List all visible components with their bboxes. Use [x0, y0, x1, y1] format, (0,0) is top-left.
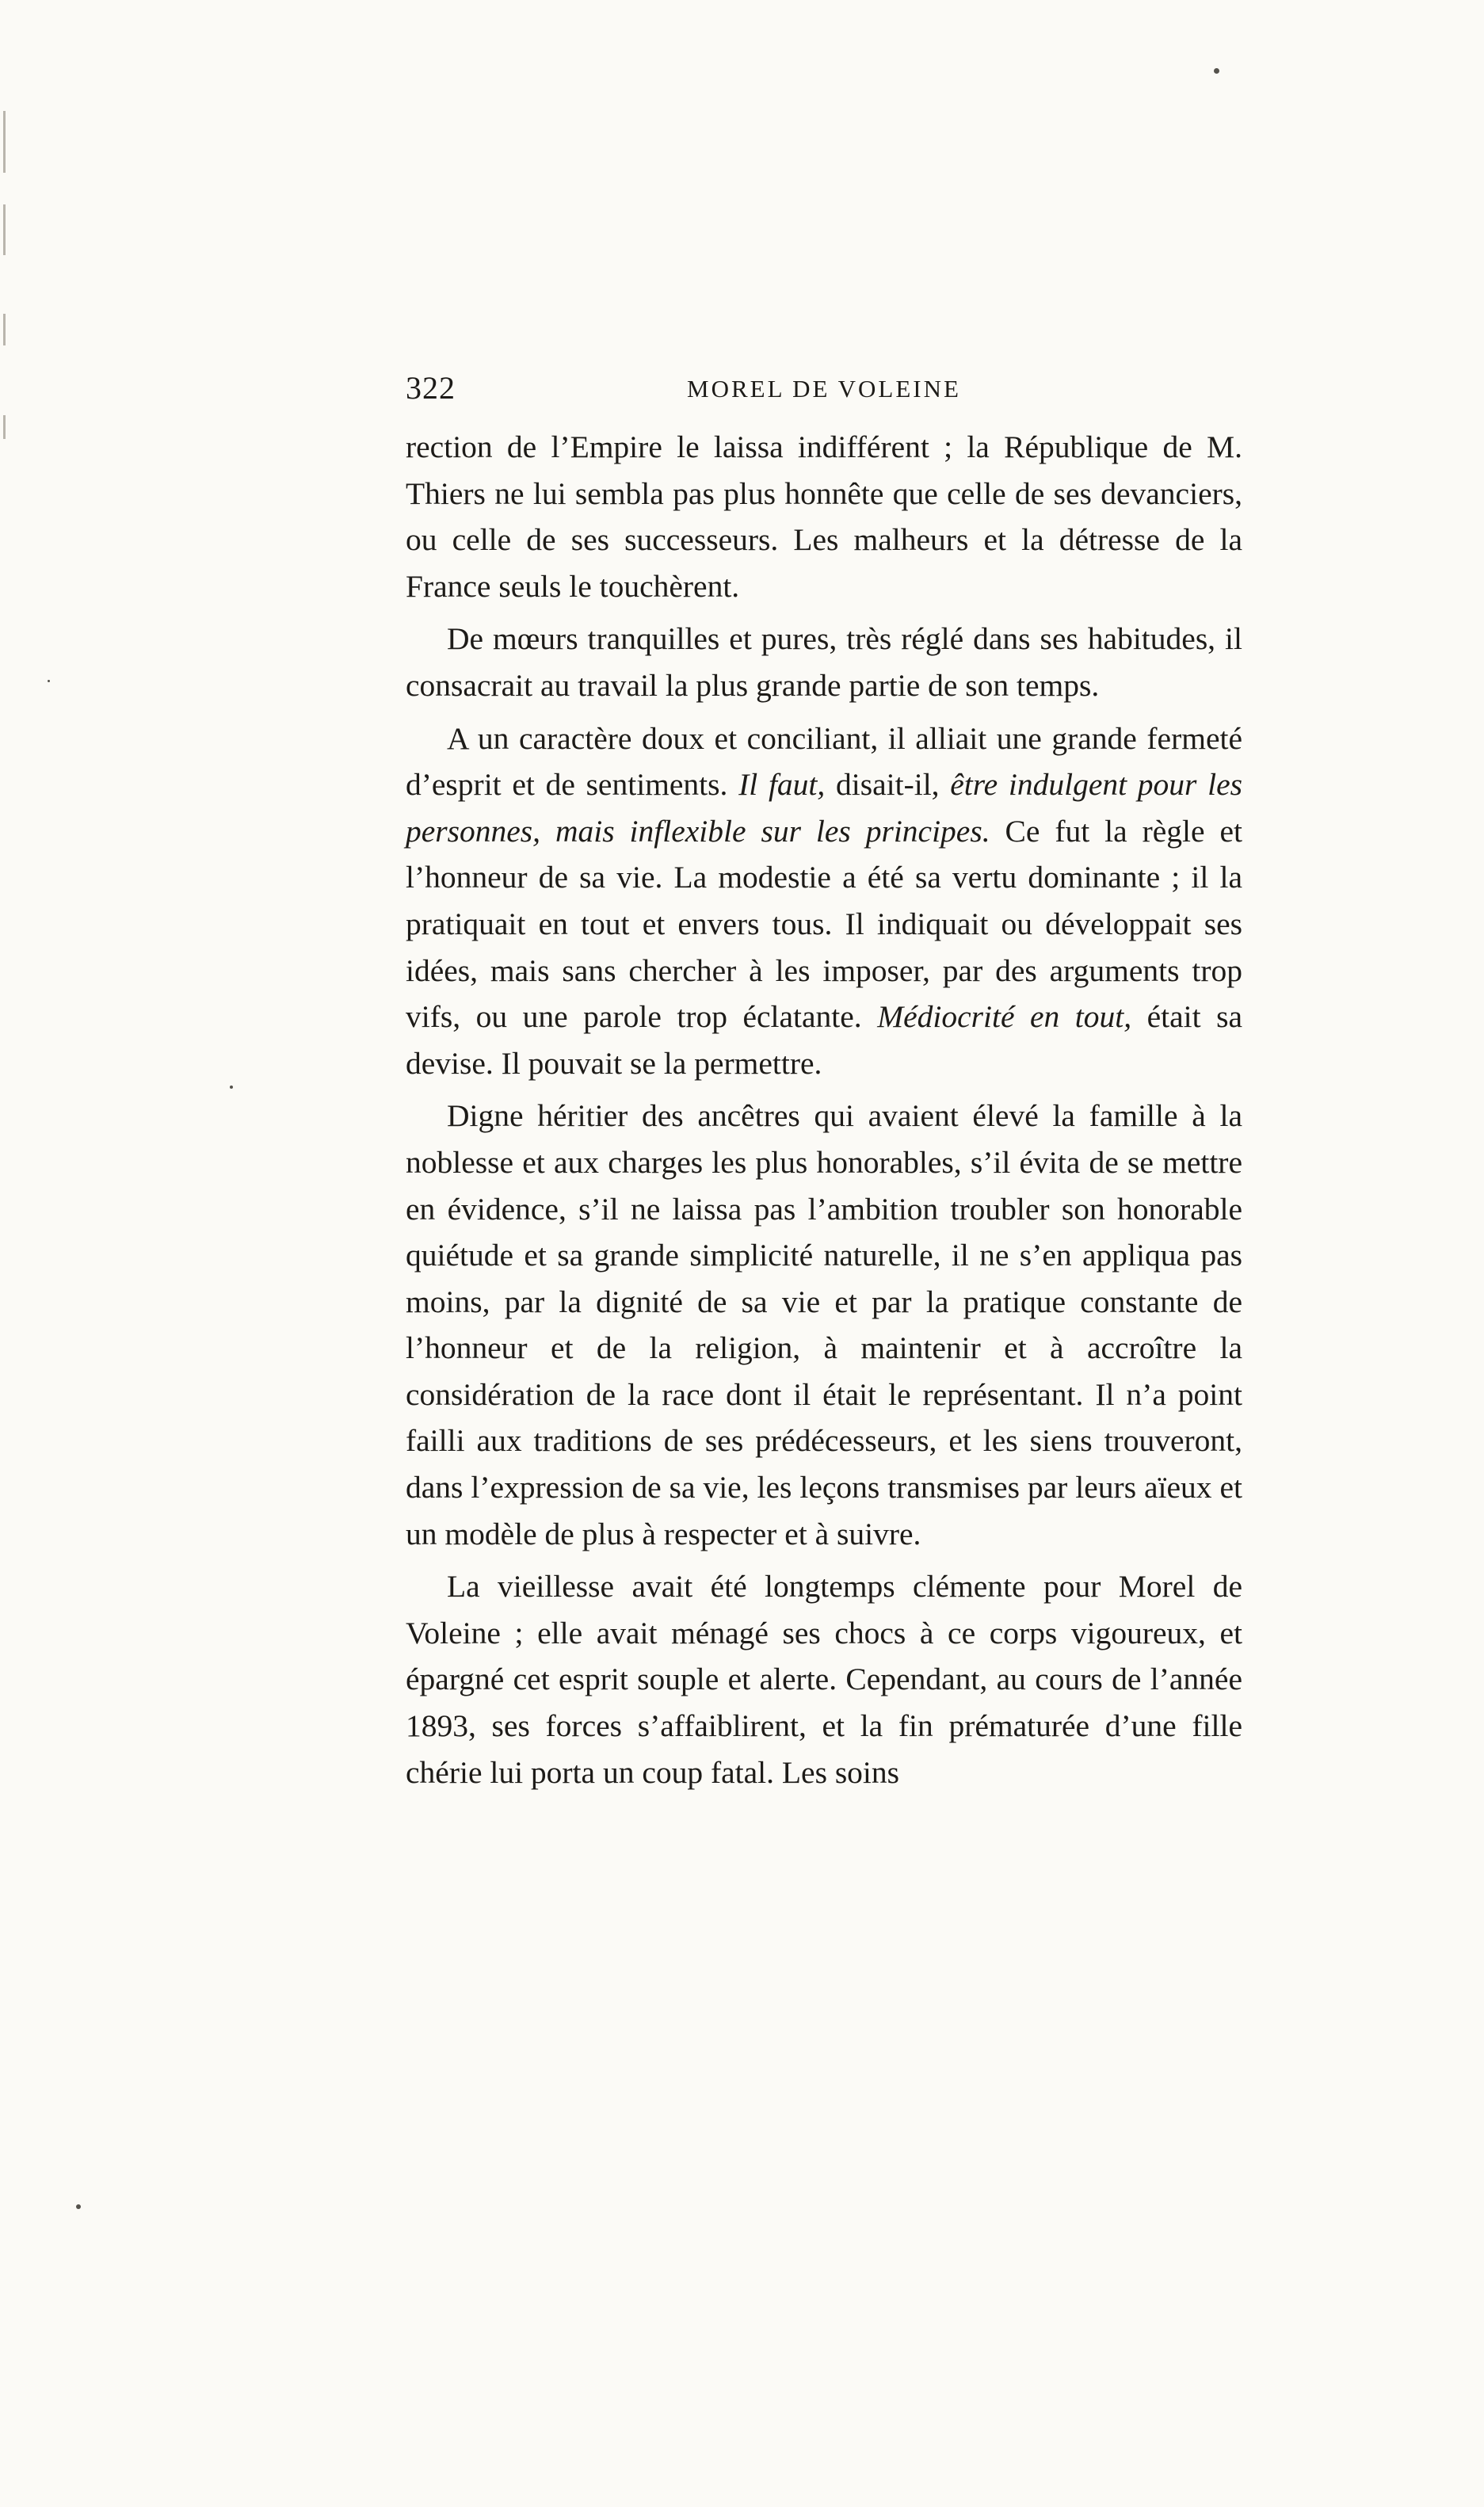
paragraph-text: disait-il,: [825, 767, 951, 803]
paragraph: [406, 1563, 1242, 1795]
paragraph-text: était sa devise. Il pouvait se la permettre.: [406, 999, 1242, 1081]
paragraph-text: Digne héritier des ancêtres qui avaient élevé la famille à la noblesse et aux charges les plus honorables, s’il évita de se mettre en évidence, s’il ne laissa pas l’ambition troubler son honorable quiétude et sa grande simplicité naturelle, il ne s’en appliqua pas moins, par la dignité de sa vie et par la pratique constante de l’honneur et de la religion, à maintenir et à accroître la considération de la race dont il était le représentant. Il n’a point failli aux traditions de ses prédécesseurs, et les siens trouveront, dans l’expression de sa vie, les leçons transmises par leurs aïeux et un modèle de plus à respecter et à suivre.: [406, 1098, 1242, 1551]
paragraph: [406, 424, 1242, 609]
body-text: [406, 424, 1242, 1795]
scan-speck: [48, 680, 50, 682]
page-number: 322: [406, 370, 456, 406]
paragraph: [406, 1093, 1242, 1557]
italic-phrase: être indulgent pour les personnes, mais inflexible sur les principes.: [406, 767, 1243, 849]
italic-phrase: Il faut,: [738, 767, 826, 803]
paragraph-text: La vieillesse avait été longtemps clémente pour Morel de Voleine ; elle avait ménagé ses chocs à ce corps vigoureux, et épargné cet esprit souple et alerte. Cependant, au cours de l’année 1893, ses forces s’affaiblirent, et la fin prématurée d’une fille chérie lui porta un coup fatal. Les soins: [406, 1569, 1242, 1790]
running-head: MOREL DE VOLEINE: [687, 375, 961, 403]
scan-speck: [1214, 68, 1219, 74]
scan-edge-mark: [3, 111, 6, 173]
scan-edge-mark: [3, 314, 6, 345]
page-header: [406, 366, 1242, 410]
scan-edge-mark: [3, 415, 6, 439]
paragraph: [406, 715, 1242, 1087]
paragraph-text: De mœurs tranquilles et pures, très réglé dans ses habitudes, il consacrait au travail la plus grande partie de son temps.: [406, 621, 1242, 703]
paragraph-text: A un caractère doux et conciliant, il alliait une grande fermeté d’esprit et de sentiments.: [406, 720, 1242, 803]
paragraph-text: Ce fut la règle et l’honneur de sa vie. La modestie a été sa vertu dominante ; il la pratiquait en tout et envers tous. Il indiquait ou développait ses idées, mais sans chercher à les imposer, par des arguments trop vifs, ou une parole trop éclatante.: [406, 813, 1242, 1035]
scan-edge-mark: [3, 204, 6, 255]
paragraph: [406, 616, 1242, 708]
scan-speck: [230, 1086, 233, 1089]
italic-phrase: Médiocrité en tout,: [877, 999, 1132, 1035]
paragraph-text: rection de l’Empire le laissa indifférent ; la République de M. Thiers ne lui sembla pas plus honnête que celle de ses devanciers, ou celle de ses successeurs. Les malheurs et la détresse de la France seuls le touchèrent.: [406, 429, 1242, 604]
scan-speck: [76, 2204, 81, 2209]
